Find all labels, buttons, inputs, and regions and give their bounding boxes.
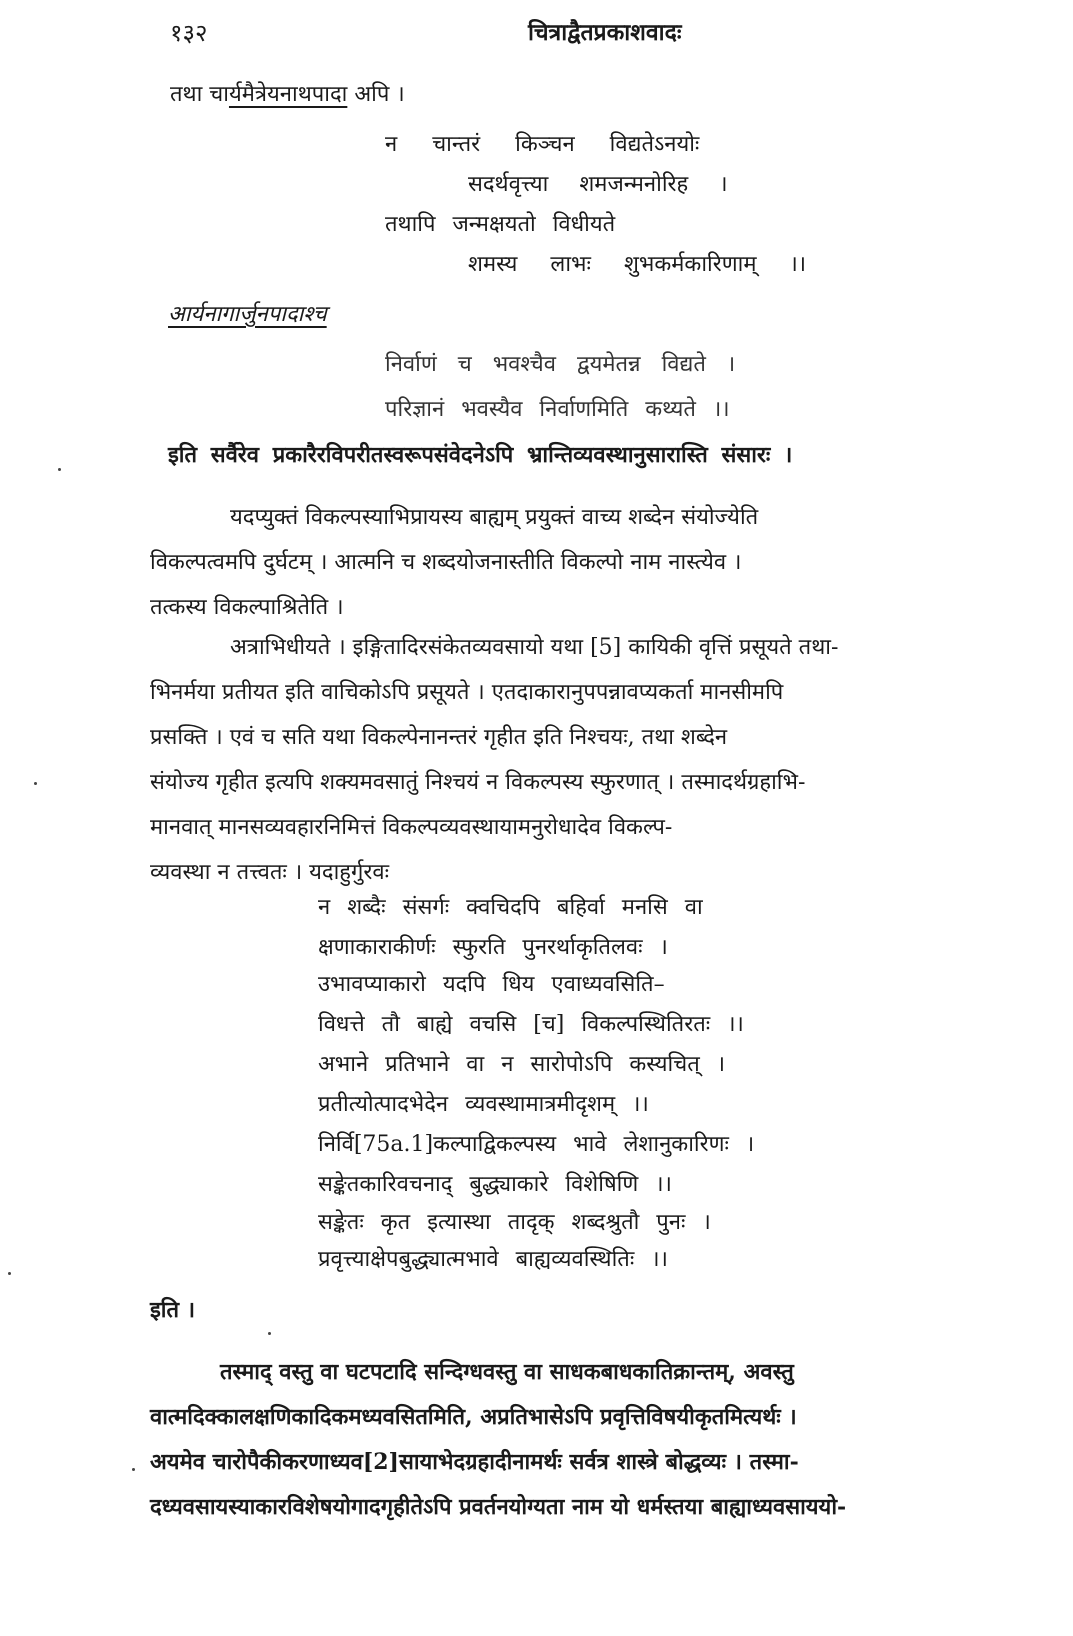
quoted-verse-line: क्षणाकाराकीर्णः स्फुरति पुनरर्थाकृतिलवः ।: [318, 935, 668, 960]
page-number: १३२: [170, 19, 208, 47]
quoted-verse-line: सङ्केतकारिवचनाद् बुद्ध्याकारे विशेषिणि ।।: [318, 1172, 672, 1197]
quoted-verse-line: प्रतीत्योत्पादभेदेन व्यवस्थामात्रमीदृशम् ।।: [318, 1092, 649, 1117]
scan-speck: [34, 782, 37, 785]
maitreya-verse-line-2: सदर्थवृत्त्या शमजन्मनोरिह ।: [468, 172, 728, 197]
intro-prefix: तथा चा: [170, 82, 229, 107]
paragraph-line: प्रसक्ति । एवं च सति यथा विकल्पेनानन्तरं गृहीत इति निश्चयः, तथा शब्देन: [150, 725, 728, 750]
quoted-verse-line: निर्वि[75a.1]कल्पाद्विकल्पस्य भावे लेशानुकारिणः ।: [318, 1132, 755, 1157]
quoted-verse-line: प्रवृत्त्याक्षेपबुद्ध्यात्मभावे बाह्यव्यवस्थितिः ।।: [318, 1247, 668, 1272]
paragraph-line: अत्राभिधीयते । इङ्गितादिरसंकेतव्यवसायो यथा [5] कायिकी वृत्तिं प्रसूयते तथा-: [230, 635, 839, 660]
scan-speck: [58, 468, 61, 471]
quoted-verse-line: उभावप्याकारो यदपि धिय एवाध्यवसिति–: [318, 972, 665, 997]
nagarjuna-heading: आर्यनागार्जुनपादाश्च: [168, 302, 327, 327]
scan-speck: [8, 1272, 11, 1275]
paragraph-reply: [150, 625, 1030, 895]
paragraph-objection: [150, 495, 1030, 630]
paragraph-line: अयमेव चारोपैकीकरणाध्यव[2]सायाभेदग्रहादीनामर्थः सर्वत्र शास्त्रे बोद्धव्यः । तस्मा-: [150, 1449, 799, 1475]
running-title: चित्राद्वैतप्रकाशवादः: [528, 19, 682, 46]
nagarjuna-verse-line-1: निर्वाणं च भवश्चैव द्वयमेतन्न विद्यते ।: [385, 352, 736, 377]
paragraph-line: मानवात् मानसव्यवहारनिमित्तं विकल्पव्यवस्थायामनुरोधादेव विकल्प-: [150, 815, 673, 840]
maitreya-verse-line-3: तथापि जन्मक्षयतो विधीयते: [385, 212, 616, 237]
quoted-verse-line: सङ्केतः कृत इत्यास्था तादृक् शब्दश्रुतौ पुनः ।: [318, 1210, 711, 1235]
scan-speck: [268, 1332, 271, 1335]
iti-marker: इति ।: [150, 1297, 196, 1323]
quoted-verse-line: विधत्ते तौ बाह्ये वचसि [च] विकल्पस्थितिरतः ।।: [318, 1012, 744, 1037]
quoted-verse-line: अभाने प्रतिभाने वा न सारोपोऽपि कस्यचित् ।: [318, 1052, 726, 1077]
quoted-verse-line: न शब्दैः संसर्गः क्वचिदपि बहिर्वा मनसि वा: [318, 895, 703, 920]
paragraph-line: यदप्युक्तं विकल्पस्याभिप्रायस्य बाह्यम् प्रयुक्तं वाच्य शब्देन संयोज्येति: [230, 505, 759, 530]
intro-underlined-name: र्यमैत्रेयनाथपादा: [228, 82, 348, 107]
nagarjuna-verse-line-2: परिज्ञानं भवस्यैव निर्वाणमिति कथ्यते ।।: [385, 397, 730, 422]
scan-speck: [132, 1468, 135, 1471]
paragraph-line: भिनर्मया प्रतीयत इति वाचिकोऽपि प्रसूयते । एतदाकारानुपपन्नावप्यकर्ता मानसीमपि: [150, 680, 784, 705]
intro-suffix: अपि ।: [347, 82, 405, 107]
paragraph-line: तत्कस्य विकल्पाश्रितेति ।: [150, 595, 344, 620]
paragraph-line: संयोज्य गृहीत इत्यपि शक्यमवसातुं निश्चयं न विकल्पस्य स्फुरणात् । तस्मादर्थग्रहाभि-: [150, 770, 806, 795]
samsara-conclusion: इति सर्वैरेव प्रकारैरविपरीतस्वरूपसंवेदनेऽपि भ्रान्तिव्यवस्थानुसारास्ति संसारः ।: [168, 442, 793, 468]
paragraph-line: तस्माद् वस्तु वा घटपटादि सन्दिग्धवस्तु वा साधकबाधकातिक्रान्तम्, अवस्तु: [220, 1359, 794, 1385]
maitreya-verse-line-1: न चान्तरं किञ्चन विद्यतेऽनयोः: [385, 132, 700, 157]
paragraph-line: विकल्पत्वमपि दुर्घटम् । आत्मनि च शब्दयोजनास्तीति विकल्पो नाम नास्त्येव ।: [150, 550, 742, 575]
paragraph-final: [150, 1350, 1030, 1530]
paragraph-line: व्यवस्था न तत्त्वतः । यदाहुर्गुरवः: [150, 860, 390, 885]
intro-line: [170, 80, 405, 110]
paragraph-line: दध्यवसायस्याकारविशेषयोगादगृहीतेऽपि प्रवर्तनयोग्यता नाम यो धर्मस्तया बाह्याध्यवसाययो-: [150, 1494, 847, 1520]
paragraph-line: वात्मदिक्कालक्षणिकादिकमध्यवसितमिति, अप्रतिभासेऽपि प्रवृत्तिविषयीकृतमित्यर्थः ।: [150, 1404, 797, 1430]
maitreya-verse-line-4: शमस्य लाभः शुभकर्मकारिणाम् ।।: [468, 252, 807, 277]
